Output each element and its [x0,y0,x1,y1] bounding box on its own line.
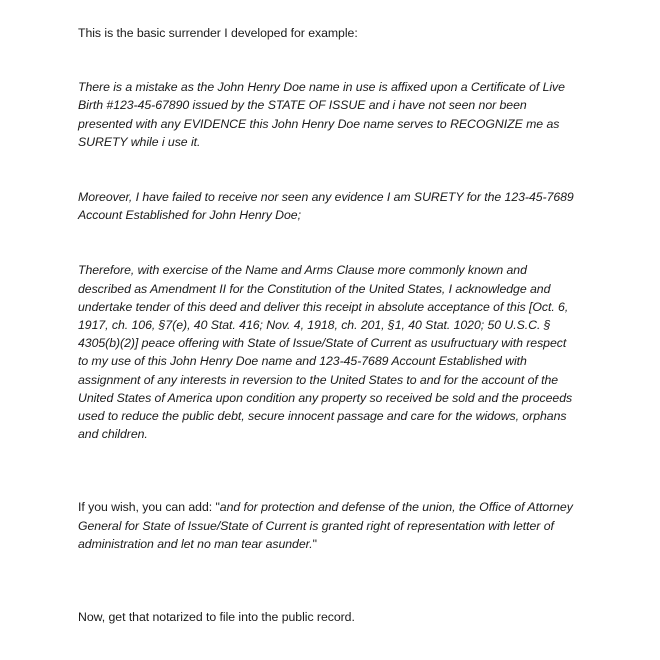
document-body [78,24,578,626]
addon-close: " [312,536,317,551]
addon-label: If you wish, you can add: " [78,500,220,515]
addon-quote: and for protection and defense of the union, the Office of Attorney General for State of Issue/State of Current is granted right of representation with letter of administration and let no man tear asunder. [78,500,573,551]
paragraph-mistake: There is a mistake as the John Henry Doe name in use is affixed upon a Certificate of Live Birth #123-45-67890 issued by the STATE OF ISSUE and i have not seen nor been presented with any EVIDENCE this John Henry Doe name serves to RECOGNIZE me as SURETY while i use it. [78,80,565,149]
addon-paragraph [78,498,578,553]
intro-text: This is the basic surrender I developed for example: [78,26,358,40]
closing-text: Now, get that notarized to file into the public record. [78,610,355,625]
paragraph-moreover: Moreover, I have failed to receive nor seen any evidence I am SURETY for the 123-45-7689 Account Established for John Henry Doe; [78,190,574,223]
paragraph-therefore: Therefore, with exercise of the Name and Arms Clause more commonly known and described as Amendment II for the Constitution of the United States, I acknowledge and undertake tender of this deed and deliver this receipt in absolute acceptance of this [Oct. 6, 1917, ch. 106, §7(e), 40 Stat. 416; Nov. 4, 1918, ch. 201, §1, 40 Stat. 1020; 50 U.S.C. § 4305(b)(2)] peace offering with State of Issue/State of Current as usufructuary with respect to my use of this John Henry Doe name and 123-45-7689 Account Established with assignment of any interests in reversion to the United States to and for the account of the United States of America upon condition any property so received be sold and the proceeds used to reduce the public debt, secure innocent passage and care for the widows, orphans and children. [78,263,573,442]
